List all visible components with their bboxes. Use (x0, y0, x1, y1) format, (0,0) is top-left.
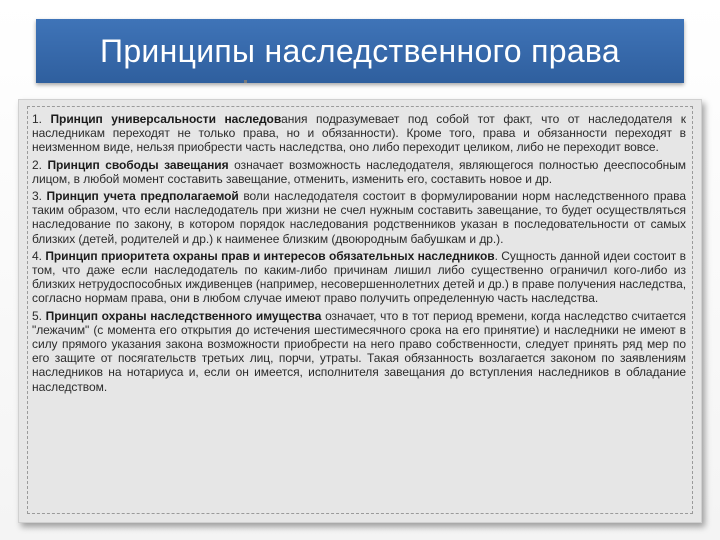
title-bar (36, 19, 684, 83)
principle-number: 2. (32, 157, 48, 172)
principle-text: означает, что в тот период времени, когда наследство считается "лежачим" (с момента его открытия до истечения шестимесячного срока на его принятие) и наследники не имеют в силу прямого указания закона возможности приобрести на него право собственности, следует принять ряд мер по его защите от посягательств третьих лиц, порчи, утраты. Такая обязанность возлагается законом по заявлениям наследников на нотариуса и, если он имеется, исполнителя завещания до вступления наследников в обладание наследством. (32, 308, 686, 394)
principle-paragraph-1 (32, 112, 686, 155)
decorative-dot (244, 80, 247, 83)
principle-text: воли наследодателя состоит в формулировании норм наследственного права таким образом, что если наследодатель при жизни не счел нужным составить завещание, то будет осуществляться наследование по закону, в котором порядок наследования родственников указан в последовательности от самых близких (детей, родителей и др.) к наименее близким (двоюродным бабушкам и др.). (32, 189, 686, 246)
text-placeholder (27, 106, 693, 514)
principle-text: ания подразумевает под собой тот факт, что от наследодателя к наследникам переходят не только права, но и обязанности). Кроме того, права и обязанности переходят в неизменном виде, нельзя приобрести часть наследства, оно либо переходит целиком, либо не переходит вовсе. (32, 112, 686, 155)
principle-heading: Принцип приоритета охраны прав и интересов обязательных наследников (45, 248, 495, 263)
principle-heading: Принцип свободы завещания (47, 157, 229, 172)
slide-title: Принципы наследственного права (100, 32, 620, 69)
principle-paragraph-2 (32, 158, 686, 186)
principle-paragraph-3 (32, 189, 686, 246)
principle-heading: Принцип учета предполагаемой (46, 189, 239, 204)
content-panel (18, 99, 702, 523)
principle-number: 1. (32, 112, 51, 126)
principle-paragraph-5 (32, 309, 686, 394)
principle-heading: Принцип охраны наследственного имущества (45, 308, 322, 323)
principle-text: . Сущность данной идеи состоит в том, что даже если наследодатель по каким-либо причинам лишил либо существенно ограничил кого-либо из близких нетрудоспособных иждивенцев (например, несовершеннолетних детей и др.) в праве получения наследства, согласно нормам права, они в любом случае имеют право получить определенную часть наследства. (32, 248, 686, 306)
principle-text: означает возможность наследодателя, являющегося полностью дееспособным лицом, в любой момент составить завещание, отменить, изменить его, составить новое и др. (32, 157, 686, 186)
principle-number: 4. (32, 248, 46, 263)
principle-number: 3. (32, 189, 47, 204)
principle-heading: Принцип универсальности наследов (50, 112, 282, 126)
principle-number: 5. (32, 308, 46, 323)
principle-paragraph-4 (32, 249, 686, 306)
